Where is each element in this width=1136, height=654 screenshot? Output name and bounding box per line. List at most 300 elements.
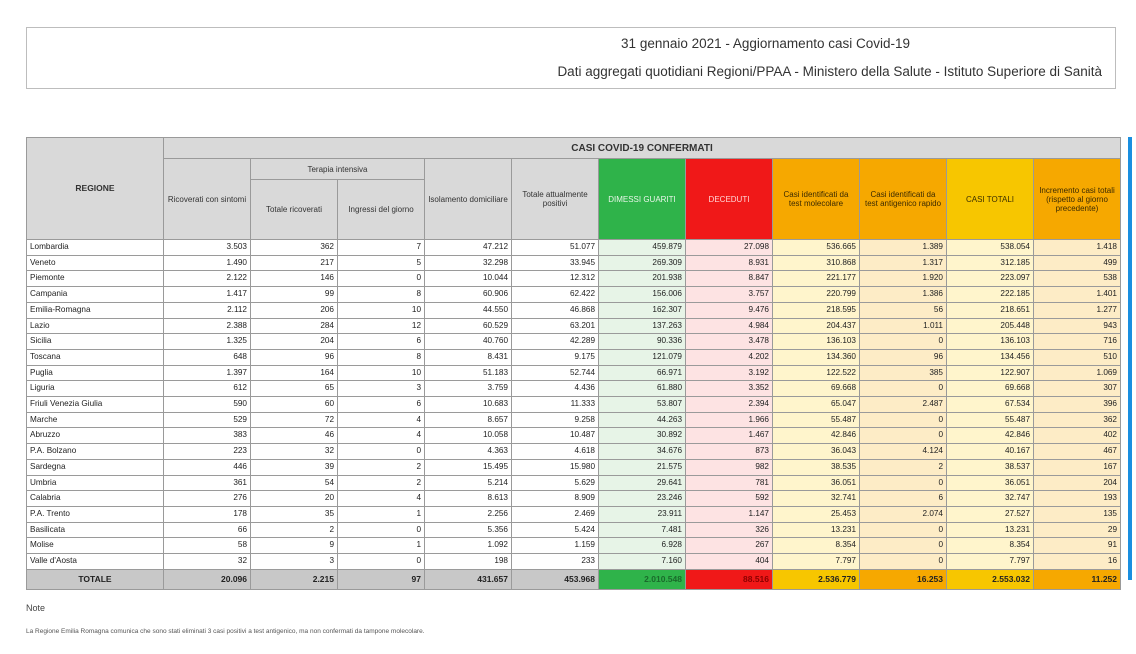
table-cell: 0 — [860, 428, 947, 444]
table-cell: 136.103 — [773, 334, 860, 350]
table-cell: 32.741 — [773, 491, 860, 507]
table-cell: 42.846 — [947, 428, 1034, 444]
region-name: P.A. Trento — [27, 506, 164, 522]
table-cell: 3 — [338, 381, 425, 397]
table-cell: 1.147 — [686, 506, 773, 522]
table-cell: 55.487 — [947, 412, 1034, 428]
table-row — [27, 506, 1121, 522]
table-row — [27, 444, 1121, 460]
table-cell: 404 — [686, 554, 773, 570]
table-cell: 52.744 — [512, 365, 599, 381]
table-cell: 39 — [251, 459, 338, 475]
table-cell: 10.044 — [425, 271, 512, 287]
table-cell: 72 — [251, 412, 338, 428]
table-cell: 0 — [338, 554, 425, 570]
col-test-antigenico: Casi identificati da test antigenico rapido — [860, 159, 947, 240]
table-cell: 1.418 — [1034, 240, 1121, 256]
table-cell: 55.487 — [773, 412, 860, 428]
table-cell: 167 — [1034, 459, 1121, 475]
total-cell: 431.657 — [425, 569, 512, 589]
table-cell: 137.263 — [599, 318, 686, 334]
table-cell: 0 — [860, 538, 947, 554]
table-cell: 27.527 — [947, 506, 1034, 522]
table-cell: 32.747 — [947, 491, 1034, 507]
table-cell: 2 — [251, 522, 338, 538]
table-cell: 648 — [164, 349, 251, 365]
total-cell: 97 — [338, 569, 425, 589]
total-label: TOTALE — [27, 569, 164, 589]
table-cell: 446 — [164, 459, 251, 475]
table-row — [27, 240, 1121, 256]
table-cell: 146 — [251, 271, 338, 287]
table-cell: 32.298 — [425, 255, 512, 271]
table-cell: 2 — [338, 475, 425, 491]
table-cell: 204.437 — [773, 318, 860, 334]
table-cell: 20 — [251, 491, 338, 507]
table-cell: 8.354 — [773, 538, 860, 554]
table-cell: 4 — [338, 412, 425, 428]
table-row — [27, 287, 1121, 303]
table-cell: 5.629 — [512, 475, 599, 491]
total-cell: 16.253 — [860, 569, 947, 589]
table-cell: 362 — [1034, 412, 1121, 428]
table-cell: 61.880 — [599, 381, 686, 397]
table-cell: 220.799 — [773, 287, 860, 303]
table-cell: 135 — [1034, 506, 1121, 522]
region-name: Lombardia — [27, 240, 164, 256]
region-name: Piemonte — [27, 271, 164, 287]
col-deceduti: DECEDUTI — [686, 159, 773, 240]
table-cell: 56 — [860, 302, 947, 318]
table-cell: 65 — [251, 381, 338, 397]
table-cell: 8.613 — [425, 491, 512, 507]
total-cell: 11.252 — [1034, 569, 1121, 589]
table-cell: 29.641 — [599, 475, 686, 491]
table-cell: 156.006 — [599, 287, 686, 303]
table-cell: 312.185 — [947, 255, 1034, 271]
region-name: Sicilia — [27, 334, 164, 350]
table-cell: 5.424 — [512, 522, 599, 538]
table-cell: 362 — [251, 240, 338, 256]
table-cell: 32 — [251, 444, 338, 460]
table-cell: 46.868 — [512, 302, 599, 318]
table-cell: 1.389 — [860, 240, 947, 256]
table-cell: 8.354 — [947, 538, 1034, 554]
table-cell: 35 — [251, 506, 338, 522]
table-cell: 510 — [1034, 349, 1121, 365]
table-cell: 276 — [164, 491, 251, 507]
table-cell: 3 — [251, 554, 338, 570]
table-cell: 4.618 — [512, 444, 599, 460]
region-name: Umbria — [27, 475, 164, 491]
table-row — [27, 459, 1121, 475]
table-cell: 3.503 — [164, 240, 251, 256]
table-cell: 96 — [251, 349, 338, 365]
table-cell: 7.797 — [773, 554, 860, 570]
table-cell: 66.971 — [599, 365, 686, 381]
col-totale-ricoverati: Totale ricoverati — [251, 180, 338, 240]
table-cell: 46 — [251, 428, 338, 444]
table-cell: 65.047 — [773, 397, 860, 413]
table-cell: 2 — [338, 459, 425, 475]
table-row — [27, 397, 1121, 413]
table-cell: 4 — [338, 491, 425, 507]
table-cell: 62.422 — [512, 287, 599, 303]
region-name: Lazio — [27, 318, 164, 334]
table-cell: 36.051 — [947, 475, 1034, 491]
table-row — [27, 318, 1121, 334]
table-cell: 42.289 — [512, 334, 599, 350]
table-row — [27, 334, 1121, 350]
region-name: Toscana — [27, 349, 164, 365]
table-wrapper — [26, 137, 1121, 590]
table-cell: 5.214 — [425, 475, 512, 491]
table-cell: 4.202 — [686, 349, 773, 365]
table-cell: 6 — [338, 397, 425, 413]
table-row — [27, 428, 1121, 444]
table-cell: 9.175 — [512, 349, 599, 365]
table-cell: 326 — [686, 522, 773, 538]
table-cell: 529 — [164, 412, 251, 428]
region-name: Sardegna — [27, 459, 164, 475]
table-cell: 15.495 — [425, 459, 512, 475]
table-cell: 21.575 — [599, 459, 686, 475]
region-header: REGIONE — [27, 138, 164, 240]
total-cell: 2.215 — [251, 569, 338, 589]
table-cell: 592 — [686, 491, 773, 507]
table-cell: 0 — [860, 554, 947, 570]
col-ricoverati: Ricoverati con sintomi — [164, 159, 251, 240]
table-cell: 193 — [1034, 491, 1121, 507]
table-cell: 60.906 — [425, 287, 512, 303]
table-cell: 38.537 — [947, 459, 1034, 475]
table-row — [27, 491, 1121, 507]
table-cell: 2.394 — [686, 397, 773, 413]
table-cell: 44.263 — [599, 412, 686, 428]
table-cell: 198 — [425, 554, 512, 570]
table-cell: 459.879 — [599, 240, 686, 256]
table-cell: 1 — [338, 506, 425, 522]
table-cell: 10 — [338, 365, 425, 381]
total-cell: 20.096 — [164, 569, 251, 589]
group-header: CASI COVID-19 CONFERMATI — [164, 138, 1121, 159]
table-cell: 4.363 — [425, 444, 512, 460]
table-row — [27, 349, 1121, 365]
table-cell: 23.911 — [599, 506, 686, 522]
table-cell: 47.212 — [425, 240, 512, 256]
table-cell: 3.352 — [686, 381, 773, 397]
table-cell: 1.397 — [164, 365, 251, 381]
region-name: Emilia-Romagna — [27, 302, 164, 318]
table-cell: 33.945 — [512, 255, 599, 271]
table-cell: 716 — [1034, 334, 1121, 350]
table-cell: 51.077 — [512, 240, 599, 256]
page-subtitle: Dati aggregati quotidiani Regioni/PPAA - Ministero della Salute - Istituto Superiore di Sanità — [557, 64, 1102, 79]
table-cell: 221.177 — [773, 271, 860, 287]
table-cell: 51.183 — [425, 365, 512, 381]
table-cell: 8.431 — [425, 349, 512, 365]
table-cell: 3.757 — [686, 287, 773, 303]
table-cell: 0 — [860, 412, 947, 428]
table-cell: 7 — [338, 240, 425, 256]
table-cell: 27.098 — [686, 240, 773, 256]
col-test-molecolare: Casi identificati da test molecolare — [773, 159, 860, 240]
table-cell: 1.966 — [686, 412, 773, 428]
table-cell: 122.522 — [773, 365, 860, 381]
table-cell: 233 — [512, 554, 599, 570]
table-cell: 1.490 — [164, 255, 251, 271]
table-cell: 8 — [338, 287, 425, 303]
table-cell: 60 — [251, 397, 338, 413]
table-cell: 34.676 — [599, 444, 686, 460]
table-cell: 30.892 — [599, 428, 686, 444]
table-cell: 58 — [164, 538, 251, 554]
table-cell: 2.487 — [860, 397, 947, 413]
region-name: Veneto — [27, 255, 164, 271]
table-cell: 3.759 — [425, 381, 512, 397]
table-row — [27, 522, 1121, 538]
table-cell: 25.453 — [773, 506, 860, 522]
table-cell: 8 — [338, 349, 425, 365]
region-name: Molise — [27, 538, 164, 554]
col-incremento: Incremento casi totali (rispetto al giorno precedente) — [1034, 159, 1121, 240]
table-cell: 8.847 — [686, 271, 773, 287]
table-cell: 69.668 — [773, 381, 860, 397]
total-cell: 2.553.032 — [947, 569, 1034, 589]
table-cell: 178 — [164, 506, 251, 522]
table-cell: 91 — [1034, 538, 1121, 554]
table-cell: 134.360 — [773, 349, 860, 365]
table-cell: 1.467 — [686, 428, 773, 444]
table-cell: 10.058 — [425, 428, 512, 444]
region-name: Basilicata — [27, 522, 164, 538]
table-cell: 204 — [251, 334, 338, 350]
table-cell: 2.388 — [164, 318, 251, 334]
table-cell: 4 — [338, 428, 425, 444]
table-cell: 8.931 — [686, 255, 773, 271]
table-cell: 385 — [860, 365, 947, 381]
notes-text: La Regione Emilia Romagna comunica che sono stati eliminati 3 casi positivi a test antigenico, ma non confermati da tampone molecolare. — [26, 628, 425, 635]
table-cell: 10.683 — [425, 397, 512, 413]
table-cell: 60.529 — [425, 318, 512, 334]
table-cell: 9 — [251, 538, 338, 554]
table-cell: 1.317 — [860, 255, 947, 271]
table-row — [27, 255, 1121, 271]
table-row — [27, 554, 1121, 570]
total-row — [27, 569, 1121, 589]
table-cell: 40.760 — [425, 334, 512, 350]
table-cell: 590 — [164, 397, 251, 413]
table-cell: 612 — [164, 381, 251, 397]
table-cell: 217 — [251, 255, 338, 271]
table-cell: 0 — [338, 444, 425, 460]
table-cell: 134.456 — [947, 349, 1034, 365]
table-cell: 12 — [338, 318, 425, 334]
table-row — [27, 412, 1121, 428]
col-dimessi-guariti: DIMESSI GUARITI — [599, 159, 686, 240]
table-cell: 0 — [860, 522, 947, 538]
table-cell: 499 — [1034, 255, 1121, 271]
table-cell: 3.478 — [686, 334, 773, 350]
table-row — [27, 381, 1121, 397]
table-cell: 12.312 — [512, 271, 599, 287]
total-cell: 2.010.548 — [599, 569, 686, 589]
table-cell: 467 — [1034, 444, 1121, 460]
table-cell: 2.122 — [164, 271, 251, 287]
table-cell: 781 — [686, 475, 773, 491]
total-cell: 453.968 — [512, 569, 599, 589]
table-cell: 361 — [164, 475, 251, 491]
covid-cases-table — [26, 137, 1121, 590]
table-cell: 310.868 — [773, 255, 860, 271]
table-cell: 284 — [251, 318, 338, 334]
table-cell: 0 — [860, 381, 947, 397]
table-cell: 201.938 — [599, 271, 686, 287]
table-cell: 40.167 — [947, 444, 1034, 460]
table-cell: 269.309 — [599, 255, 686, 271]
table-cell: 396 — [1034, 397, 1121, 413]
table-cell: 6.928 — [599, 538, 686, 554]
region-name: Puglia — [27, 365, 164, 381]
table-cell: 1.277 — [1034, 302, 1121, 318]
table-cell: 982 — [686, 459, 773, 475]
table-cell: 42.846 — [773, 428, 860, 444]
region-name: Friuli Venezia Giulia — [27, 397, 164, 413]
table-cell: 96 — [860, 349, 947, 365]
table-cell: 122.907 — [947, 365, 1034, 381]
col-casi-totali: CASI TOTALI — [947, 159, 1034, 240]
table-cell: 2 — [860, 459, 947, 475]
table-cell: 1.401 — [1034, 287, 1121, 303]
table-row — [27, 475, 1121, 491]
table-cell: 383 — [164, 428, 251, 444]
table-cell: 218.651 — [947, 302, 1034, 318]
table-cell: 1.092 — [425, 538, 512, 554]
table-cell: 90.336 — [599, 334, 686, 350]
col-totale-positivi: Totale attualmente positivi — [512, 159, 599, 240]
table-cell: 2.256 — [425, 506, 512, 522]
table-cell: 307 — [1034, 381, 1121, 397]
table-cell: 38.535 — [773, 459, 860, 475]
table-cell: 1.011 — [860, 318, 947, 334]
notes-label: Note — [26, 603, 46, 613]
region-name: Liguria — [27, 381, 164, 397]
table-cell: 2.112 — [164, 302, 251, 318]
table-cell: 943 — [1034, 318, 1121, 334]
table-cell: 7.481 — [599, 522, 686, 538]
col-ingressi-giorno: Ingressi del giorno — [338, 180, 425, 240]
table-cell: 63.201 — [512, 318, 599, 334]
table-cell: 267 — [686, 538, 773, 554]
table-cell: 205.448 — [947, 318, 1034, 334]
table-cell: 15.980 — [512, 459, 599, 475]
table-cell: 7.160 — [599, 554, 686, 570]
table-cell: 0 — [860, 475, 947, 491]
table-cell: 6 — [860, 491, 947, 507]
table-cell: 66 — [164, 522, 251, 538]
table-cell: 4.984 — [686, 318, 773, 334]
table-cell: 13.231 — [773, 522, 860, 538]
table-cell: 54 — [251, 475, 338, 491]
table-cell: 136.103 — [947, 334, 1034, 350]
table-cell: 162.307 — [599, 302, 686, 318]
table-cell: 538 — [1034, 271, 1121, 287]
table-cell: 538.054 — [947, 240, 1034, 256]
table-cell: 29 — [1034, 522, 1121, 538]
table-cell: 0 — [860, 334, 947, 350]
table-cell: 121.079 — [599, 349, 686, 365]
table-cell: 218.595 — [773, 302, 860, 318]
table-cell: 204 — [1034, 475, 1121, 491]
table-row — [27, 365, 1121, 381]
region-name: Valle d'Aosta — [27, 554, 164, 570]
table-cell: 4.124 — [860, 444, 947, 460]
table-cell: 11.333 — [512, 397, 599, 413]
table-cell: 10.487 — [512, 428, 599, 444]
table-cell: 7.797 — [947, 554, 1034, 570]
table-cell: 1.920 — [860, 271, 947, 287]
table-cell: 3.192 — [686, 365, 773, 381]
table-cell: 9.476 — [686, 302, 773, 318]
table-cell: 67.534 — [947, 397, 1034, 413]
table-cell: 36.043 — [773, 444, 860, 460]
table-cell: 99 — [251, 287, 338, 303]
table-cell: 222.185 — [947, 287, 1034, 303]
table-cell: 32 — [164, 554, 251, 570]
table-cell: 1.069 — [1034, 365, 1121, 381]
table-cell: 2.074 — [860, 506, 947, 522]
terapia-intensiva-header: Terapia intensiva — [251, 159, 425, 180]
table-cell: 53.807 — [599, 397, 686, 413]
table-cell: 1.386 — [860, 287, 947, 303]
page-title: 31 gennaio 2021 - Aggiornamento casi Covid-19 — [621, 36, 910, 51]
table-cell: 402 — [1034, 428, 1121, 444]
table-cell: 2.469 — [512, 506, 599, 522]
table-row — [27, 538, 1121, 554]
region-name: P.A. Bolzano — [27, 444, 164, 460]
table-cell: 873 — [686, 444, 773, 460]
table-cell: 69.668 — [947, 381, 1034, 397]
table-cell: 1 — [338, 538, 425, 554]
table-cell: 4.436 — [512, 381, 599, 397]
region-name: Abruzzo — [27, 428, 164, 444]
region-name: Marche — [27, 412, 164, 428]
table-cell: 1.159 — [512, 538, 599, 554]
blue-scroll-bar — [1128, 137, 1132, 580]
table-cell: 536.665 — [773, 240, 860, 256]
table-cell: 9.258 — [512, 412, 599, 428]
table-cell: 8.657 — [425, 412, 512, 428]
region-name: Calabria — [27, 491, 164, 507]
table-cell: 23.246 — [599, 491, 686, 507]
table-cell: 0 — [338, 271, 425, 287]
table-cell: 223.097 — [947, 271, 1034, 287]
region-name: Campania — [27, 287, 164, 303]
total-cell: 2.536.779 — [773, 569, 860, 589]
table-cell: 8.909 — [512, 491, 599, 507]
table-cell: 1.417 — [164, 287, 251, 303]
table-cell: 5.356 — [425, 522, 512, 538]
table-cell: 5 — [338, 255, 425, 271]
table-cell: 206 — [251, 302, 338, 318]
table-cell: 1.325 — [164, 334, 251, 350]
table-cell: 6 — [338, 334, 425, 350]
table-cell: 10 — [338, 302, 425, 318]
table-cell: 0 — [338, 522, 425, 538]
table-row — [27, 302, 1121, 318]
col-isolamento: Isolamento domiciliare — [425, 159, 512, 240]
table-cell: 13.231 — [947, 522, 1034, 538]
